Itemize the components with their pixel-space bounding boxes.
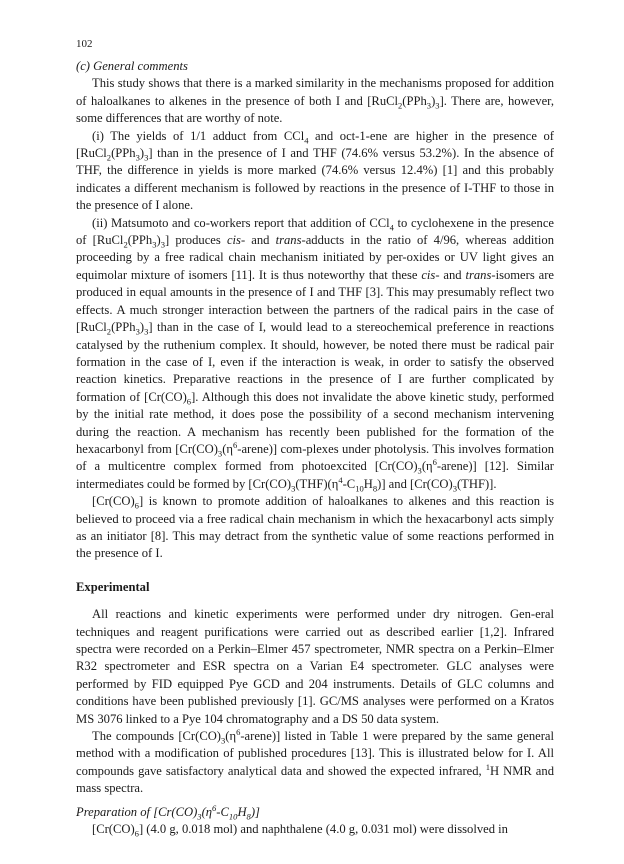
paragraph: This study shows that there is a marked similarity in the mechanisms proposed for addition of haloalkanes to alkenes in the presence of both I and $[RuCl_2(PPh_3)_3]$. There are, however, some differences that are worthy of note. bbox=[76, 76, 554, 126]
paragraph: (ii) Matsumoto and co-workers report that addition of CCl$_4$ to cyclohexene in the presence of $[RuCl_2(PPh_3)_3]$ produces cis- and trans-adducts in the ratio of 4/96, whereas addition proceeding by a free radical chain mechanism initiated by per-oxides or UV light gives an equimolar mixture of isomers [11]. It is thus noteworthy that these cis- and trans-isomers are produced in equal amounts in the presence of I and THF [3]. This may presumably reflect two effects. A much stronger interaction between the partners of the radical pairs in the case of $[RuCl_2(PPh_3)_3]$ than in the case of I, would lead to a stereochemical preference in reactions catalysed by the ruthenium complex. It should, however, be noted there must be radical pair formation in the case of I, even if the interaction is weak, in order to satisfy the observed reaction kinetics. Preparative reactions in the presence of I are further complicated by formation of $[Cr(CO)_6]$. Although this does not invalidate the above kinetic study, performed by the initial rate method, it does pose the possibility of a second mechanism intervening during the reaction. A mechanism has recently been published for the formation of the hexacarbonyl from $[Cr(CO)_3(\eta^6-arene)]$ com-plexes under photolysis. This involves formation of a multicentre complex formed from photoexcited $[Cr(CO)_3(\eta^6-arene)]$ [12]. Similar intermediates could be formed by $[Cr(CO)_3(THF)(\eta^4-C_{10}H_8)]$ and $[Cr(CO)_3(THF)]$. bbox=[76, 215, 555, 494]
paragraph: All reactions and kinetic experiments were performed under dry nitrogen. Gen-eral techniques and reagent purifications were carried out as described earlier [1,2]. Infrared spectra were recorded on a Perkin–Elmer 457 spectrometer, NMR spectra on a Perkin–Elmer R32 spectrometer and ESR spectra on a Varian E4 spectrometer. GLC analyses were performed by FID equipped Pye GCD and 204 instruments. Details of GLC columns and conditions have been published previously [1]. GC/MS analyses were performed on a Kratos MS 3076 linked to a Pye 104 chromatography and a DS 50 data system. bbox=[76, 607, 554, 726]
page-number: 102 bbox=[76, 38, 93, 50]
paragraph: The compounds $[Cr(CO)_3(\eta^6-arene)]$ listed in Table 1 were prepared by the same general method with a modification of published procedures [13]. This is illustrated below for I. All compounds gave satisfactory analytical data and showed the expected infrared, $^1$H NMR and mass spectra. bbox=[76, 726, 554, 796]
paragraph: $[Cr(CO)_6]$ is known to promote addition of haloalkanes to alkenes and this reaction is believed to proceed via a free radical chain mechanism in which the hexacarbonyl acts simply as an initiator [8]. This may detract from the synthetic value of some reactions performed in the presence of I. bbox=[76, 494, 554, 561]
paragraph: $[Cr(CO)_6]$ (4.0 g, 0.018 mol) and naphthalene (4.0 g, 0.031 mol) were dissolved in bbox=[92, 822, 508, 839]
section-heading: Experimental bbox=[76, 579, 150, 594]
body-text bbox=[76, 58, 554, 838]
subheading: Preparation of $[Cr(CO)_3(\eta^6-C_{10}H_8)]$ bbox=[76, 802, 260, 822]
subheading: (c) General comments bbox=[76, 59, 188, 73]
paragraph: (i) The yields of 1/1 adduct from CCl$_4$ and oct-1-ene are higher in the presence of $[RuCl_2(PPh_3)_3]$ than in the presence of I and THF (74.6% versus 53.2%). In the absence of THF, the difference in yields is more marked (74.6% versus 12.4%) [1] and this probably indicates a different mechanism is followed by reactions in the presence of I-THF to those in the presence of I alone. bbox=[76, 128, 554, 213]
